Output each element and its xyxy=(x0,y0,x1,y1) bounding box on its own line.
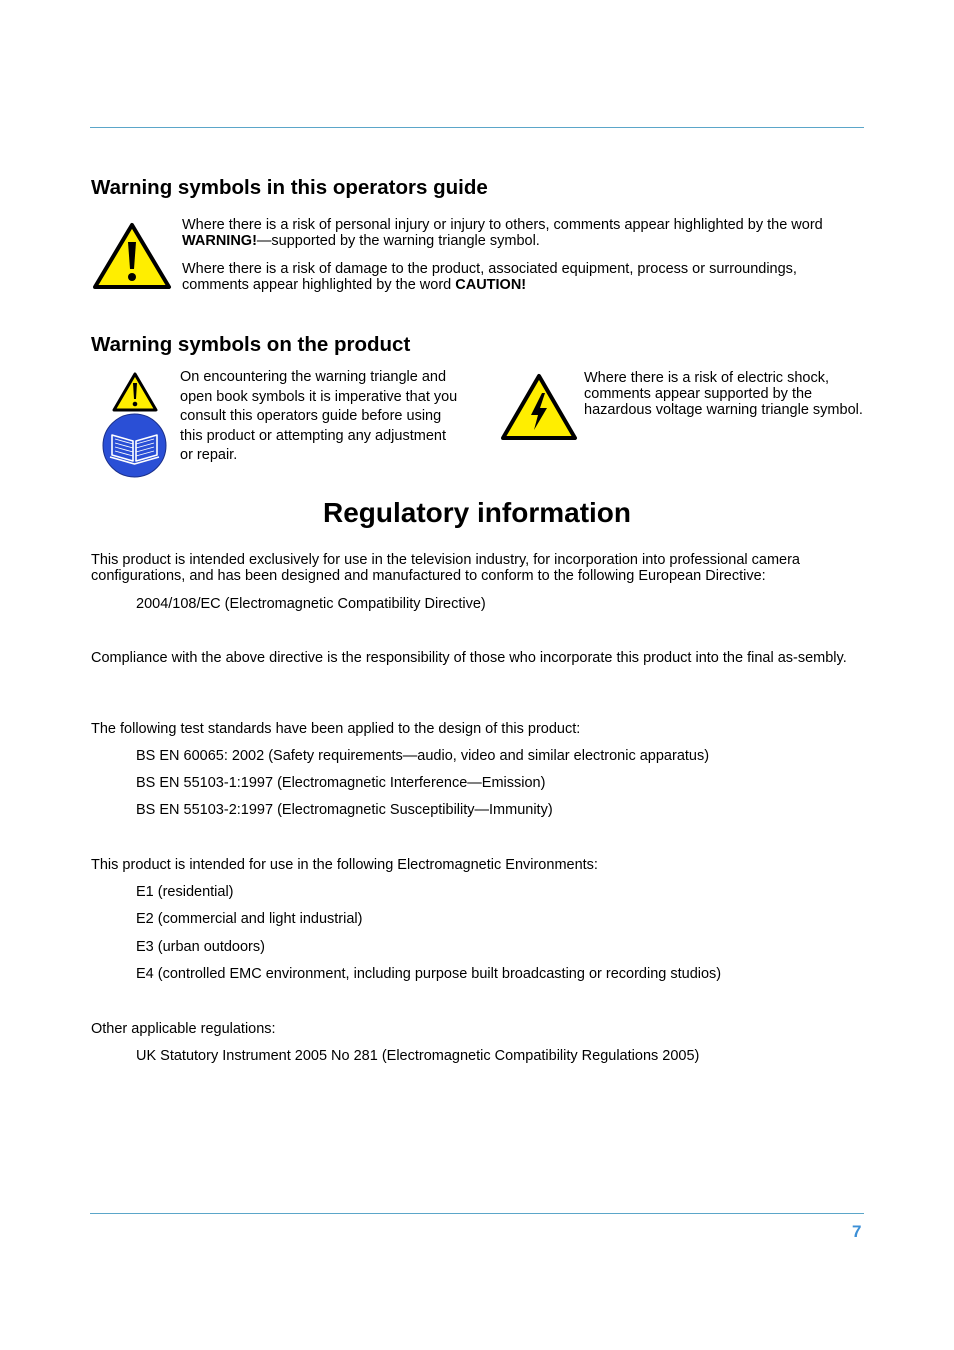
top-rule xyxy=(90,127,864,128)
compliance-paragraph: Compliance with the above directive is the responsibility of those who incorporate this product into the final as-sembly. xyxy=(91,650,847,666)
standard-item: BS EN 60065: 2002 (Safety requirements—audio, video and similar electronic apparatus) xyxy=(136,748,710,764)
book-icon xyxy=(102,413,167,478)
page-number: 7 xyxy=(852,1222,862,1241)
hazardous-voltage-icon xyxy=(500,373,578,441)
bottom-rule xyxy=(90,1213,864,1214)
section-heading-product: Warning symbols on the product xyxy=(91,333,411,356)
regulatory-intro: This product is intended exclusively for use in the television industry, for incorporation into professional camera configurations, and has been designed and manufactured to conform to the following European Directive: xyxy=(91,552,800,584)
environment-item: E2 (commercial and light industrial) xyxy=(136,911,363,927)
directive-item: 2004/108/EC (Electromagnetic Compatibility Directive) xyxy=(136,596,486,612)
caution-paragraph: Where there is a risk of damage to the product, associated equipment, process or surroundings, comments appear highlighted by the word CAUTION! xyxy=(182,261,797,293)
environments-intro: This product is intended for use in the following Electromagnetic Environments: xyxy=(91,857,598,873)
environment-item: E1 (residential) xyxy=(136,884,234,900)
book-symbol-description: On encountering the warning triangle and open book symbols it is imperative that you consult this operators guide before using this product or attempting any adjustment or repair. xyxy=(180,369,458,463)
other-regulations-intro: Other applicable regulations: xyxy=(91,1021,276,1037)
standard-item: BS EN 55103-1:1997 (Electromagnetic Interference—Emission) xyxy=(136,775,546,791)
standard-item: BS EN 55103-2:1997 (Electromagnetic Susceptibility—Immunity) xyxy=(136,802,553,818)
other-regulation-item: UK Statutory Instrument 2005 No 281 (Electromagnetic Compatibility Regulations 2005) xyxy=(136,1048,700,1064)
regulatory-title: Regulatory information xyxy=(322,497,631,528)
standards-intro: The following test standards have been applied to the design of this product: xyxy=(91,721,581,737)
warning-triangle-icon xyxy=(112,372,158,412)
warning-paragraph: Where there is a risk of personal injury or injury to others, comments appear highlighted by the word WARNING!—supported by the warning triangle symbol. xyxy=(182,217,823,249)
environment-item: E3 (urban outdoors) xyxy=(136,939,265,955)
section-heading-operators-guide: Warning symbols in this operators guide xyxy=(91,176,488,199)
warning-triangle-icon xyxy=(92,222,172,290)
voltage-symbol-description: Where there is a risk of electric shock, comments appear supported by the hazardous voltage warning triangle symbol. xyxy=(584,370,863,418)
environment-item: E4 (controlled EMC environment, including purpose built broadcasting or recording studios) xyxy=(136,966,722,982)
